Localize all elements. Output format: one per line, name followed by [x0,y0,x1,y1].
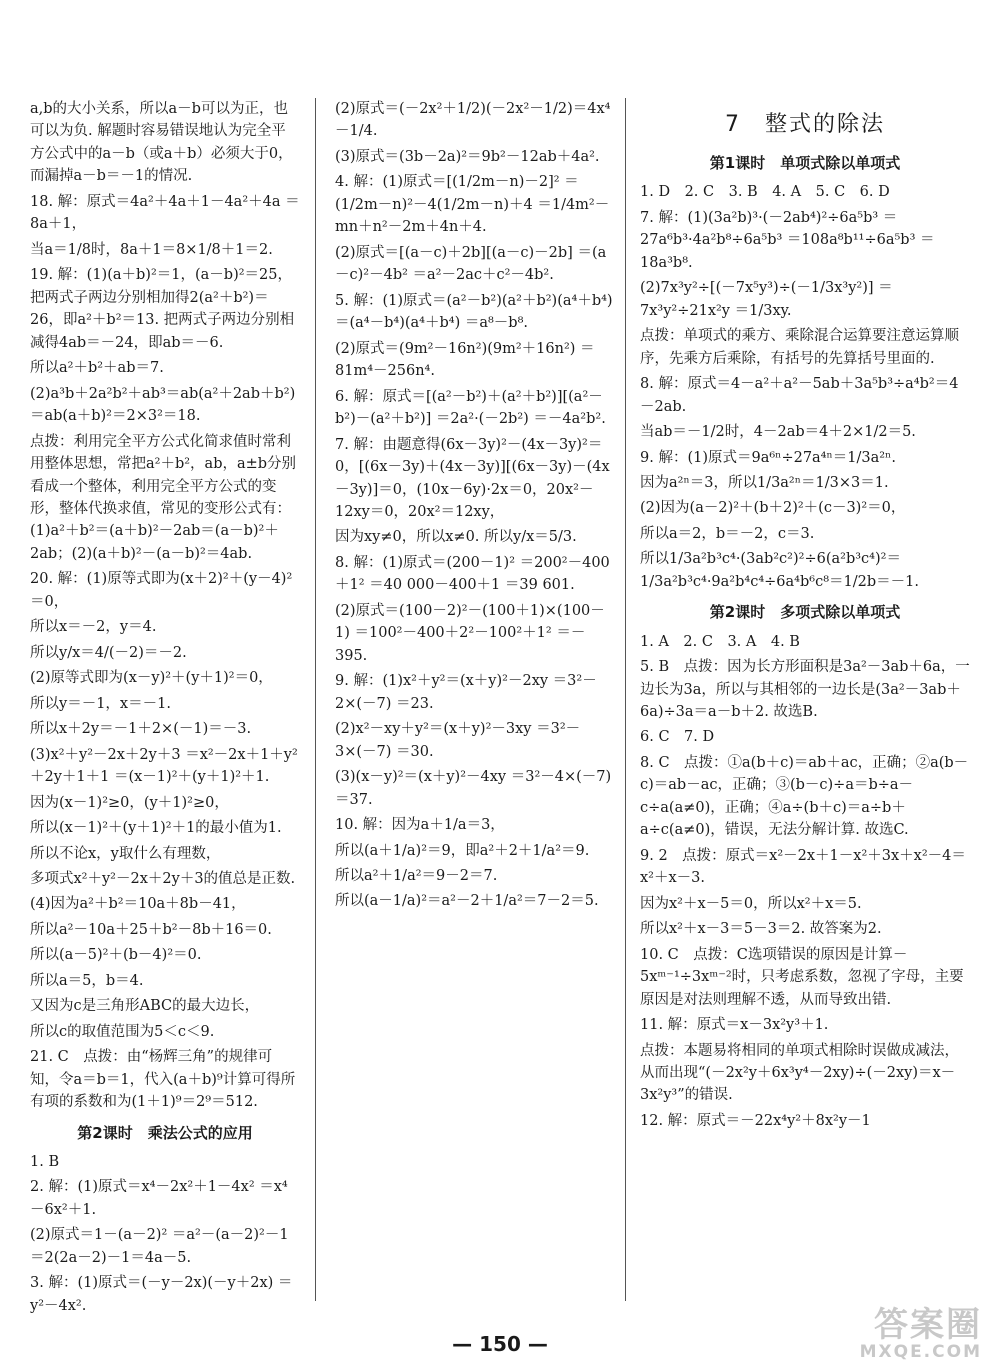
answer-line: (2)a³b＋2a²b²＋ab³＝ab(a²＋2ab＋b²)＝ab(a＋b)²＝2×3²＝18. [30,385,296,425]
answer-line: (2)原式＝[(a－c)＋2b][(a－c)－2b] ＝(a－c)²－4b² ＝a²－2ac＋c²－4b². [335,244,607,284]
column-divider [315,98,316,1301]
answer-line: 所以x²＋x－3＝5－3＝2. 故答案为2. [640,921,882,938]
answer-line: 9. 2 点拨：原式＝x²－2x＋1－x²＋3x＋x²－4＝x²＋x－3. [640,847,966,887]
answer-line: 所以x＝－2，y＝4. [30,619,157,636]
answer-line: 8. 解：原式＝4－a²＋a²－5ab＋3a⁵b³÷a⁴b²＝4－2ab. [640,376,959,415]
answer-line: (4)因为a²＋b²＝10a＋8b－41， [30,896,246,913]
answer-line: (2)原式＝(－2x²＋1/2)(－2x²－1/2)＝4x⁴－1/4. [335,101,611,140]
answer-line: 11. 解：原式＝x－3x²y³＋1. [640,1017,829,1034]
answer-line: 又因为c是三角形ABC的最大边长， [30,998,260,1015]
answer-line: (2)原等式即为(x－y)²＋(y＋1)²＝0， [30,670,273,687]
lesson-heading: 第2课时 多项式除以单项式 [709,603,901,622]
answer-line: 所以a＝2，b＝－2，c＝3. [640,525,815,542]
answer-line: 因为x²＋x－5＝0，所以x²＋x＝5. [640,895,862,912]
answer-line: 当a＝1/8时，8a＋1＝8×1/8＋1＝2. [30,241,273,258]
answer-line: (2)原式＝1－(a－2)² ＝a²－(a－2)²－1 ＝2(2a－2)－1＝4a－5. [30,1227,289,1266]
answer-line: (3)原式＝(3b－2a)²＝9b²－12ab＋4a². [335,148,600,165]
answer-line: 所以y/x＝4/(－2)＝－2. [30,644,187,661]
answer-line: 19. 解：(1)(a＋b)²＝1，(a－b)²＝25，把两式子两边分别相加得2(a²＋b²)＝26，即a²＋b²＝13. 把两式子两边分别相减得4ab＝－24，即ab＝－6. [30,267,295,351]
answer-line: 所以a²＋1/a²＝9－2＝7. [335,868,498,884]
answer-line: (3)(x－y)²＝(x＋y)²－4xy ＝3²－4×(－7) ＝37. [335,769,612,808]
answer-line: 所以y＝－1，x＝－1. [30,695,171,712]
answer-line: 21. C 点拨：由“杨辉三角”的规律可知，令a＝b＝1，代入(a＋b)⁹计算可得所有项的系数和为(1＋1)⁹＝2⁹＝512. [30,1049,296,1111]
page-number: — 150 — [452,1332,548,1356]
lesson-heading: 第1课时 单项式除以单项式 [709,154,901,173]
answer-line: 所以(x－1)²＋(y＋1)²＋1的最小值为1. [30,820,282,837]
lesson-heading: 第2课时 乘法公式的应用 [77,1123,253,1142]
column-divider [625,98,626,1301]
answer-line: (2)x²－xy＋y²＝(x＋y)²－3xy ＝3²－3×(－7) ＝30. [335,721,581,760]
answer-line: 点拨：利用完全平方公式化简求值时常利用整体思想，常把a²＋b²，ab，a±b分别看成一个整体，利用完全平方公式的变形，整体代换求值，常见的变形公式有：(1)a²＋b²＝(a＋b)²－2ab＝(a－b)²＋2ab；(2)(a＋b)²－(a－b)²＝4ab. [30,433,297,562]
answer-line: 7. 解：(1)(3a²b)³·(－2ab⁴)²÷6a⁵b³ ＝27a⁶b³·4a²b⁸÷6a⁵b³ ＝108a⁸b¹¹÷6a⁵b³ ＝18a³b⁸. [640,209,935,271]
answer-line: 8. 解：(1)原式＝(200－1)² ＝200²－400＋1² ＝40 000－400＋1 ＝39 601. [335,554,610,594]
answer-line: 10. C 点拨：C选项错误的原因是计算－5xᵐ⁻¹÷3xᵐ⁻²时，只考虑系数，忽视了字母，主要原因是对法则理解不透，从而导致出错. [640,946,964,1008]
answer-line: 所以a²－10a＋25＋b²－8b＋16＝0. [30,921,272,938]
answer-line: 点拨：单项式的乘方、乘除混合运算要注意运算顺序，先乘方后乘除，有括号的先算括号里面的. [640,328,959,367]
answer-line: 2. 解：(1)原式＝x⁴－2x²＋1－4x² ＝x⁴－6x²＋1. [30,1179,288,1218]
answer-line: 6. 解：原式＝[(a²－b²)＋(a²＋b²)][(a²－b²)－(a²＋b²)] ＝2a²·(－2b²) ＝－4a²b². [335,388,606,428]
answer-line: (2)因为(a－2)²＋(b＋2)²＋(c－3)²＝0， [640,500,906,517]
answer-line: (2)原式＝(100－2)²－(100＋1)×(100－1) ＝100²－400＋2²－100²＋1² ＝－395. [335,602,605,664]
answer-line: 所以(a＋1/a)²＝9，即a²＋2＋1/a²＝9. [335,842,590,859]
answer-line: a,b的大小关系，所以a－b可以为正，也可以为负. 解题时容易错误地认为完全平方公式中的a－b（或a＋b）必须大于0，而漏掉a－b＝－1的情况. [30,101,293,185]
answer-line: 所以1/3a²b³c⁴·(3ab²c²)²÷6(a²b³c⁴)²＝1/3a²b³c⁴·9a²b⁴c⁴÷6a⁴b⁶c⁸＝1/2b＝－1. [640,551,919,590]
answer-line: 点拨：本题易将相同的单项式相除时误做成减法，从而出现“(－2x²y＋6x³y⁴－2xy)÷(－2xy)＝x－3x²y³”的错误. [640,1042,959,1104]
answer-line: (3)x²＋y²－2x＋2y＋3 ＝x²－2x＋1＋y²＋2y＋1＋1 ＝(x－1)²＋(y＋1)²＋1. [30,746,298,786]
answer-line: 1. B [30,1153,60,1170]
section-title: 7 整式的除法 [725,112,885,137]
answer-line: 10. 解：因为a＋1/a＝3， [335,817,505,834]
answer-line: (2)原式＝(9m²－16n²)(9m²＋16n²) ＝81m⁴－256n⁴. [335,340,595,380]
left-column [30,98,300,1314]
middle-column [335,98,615,1301]
answer-line: 1. D 2. C 3. B 4. A 5. C 6. D [640,184,890,201]
answer-line: 1. A 2. C 3. A 4. B [640,633,800,650]
right-part1 [640,181,970,593]
answer-line: 因为xy≠0，所以x≠0. 所以y/x＝5/3. [335,529,577,546]
answer-line: 5. B 点拨：因为长方形面积是3a²－3ab＋6a，一边长为3a，所以与其相邻的一边长是(3a²－3ab＋6a)÷3a＝a－b＋2. 故选B. [640,659,970,720]
watermark-logo [859,1305,982,1362]
answer-line: 所以c的取值范围为5＜c＜9. [30,1023,215,1040]
answer-line: 因为(x－1)²≥0，(y＋1)²≥0， [30,794,229,811]
watermark-url: MXQE.COM [859,1341,982,1362]
answer-line: 因为a²ⁿ＝3，所以1/3a²ⁿ＝1/3×3＝1. [640,474,889,491]
answer-line: 当ab＝－1/2时，4－2ab＝4＋2×1/2＝5. [640,424,916,441]
answer-line: (2)7x³y²÷[(－7x⁵y³)÷(－1/3x³y²)] ＝7x³y²÷21x²y ＝1/3xy. [640,280,893,319]
answer-line: 9. 解：(1)原式＝9a⁶ⁿ÷27a⁴ⁿ＝1/3a²ⁿ. [640,449,896,466]
answer-line: 所以(a－5)²＋(b－4)²＝0. [30,947,202,964]
right-part2 [640,631,970,1133]
answer-line: 3. 解：(1)原式＝(－y－2x)(－y＋2x) ＝y²－4x². [30,1275,293,1314]
right-column [640,98,970,1301]
answer-line: 所以a²＋b²＋ab＝7. [30,360,164,377]
answer-line: 所以不论x，y取什么有理数， [30,845,221,862]
answer-line: 所以x＋2y＝－1＋2×(－1)＝－3. [30,721,252,738]
answer-line: 4. 解：(1)原式＝[(1/2m－n)－2]² ＝(1/2m－n)²－4(1/2m－n)＋4 ＝1/4m²－mn＋n²－2m＋4n＋4. [335,174,610,236]
answer-line: 20. 解：(1)原等式即为(x＋2)²＋(y－4)²＝0， [30,571,293,610]
answer-line: 所以(a－1/a)²＝a²－2＋1/a²＝7－2＝5. [335,893,599,910]
answer-line: 12. 解：原式＝－22x⁴y²＋8x²y－1 [640,1112,871,1129]
answer-line: 多项式x²＋y²－2x＋2y＋3的值总是正数. [30,871,296,887]
answer-line: 7. 解：由题意得(6x－3y)²－(4x－3y)²＝0，[(6x－3y)＋(4x－3y)][(6x－3y)－(4x－3y)]＝0，(10x－6y)·2x＝0，20x²－12xy＝0，20x²＝12xy， [335,436,610,520]
answer-line: 5. 解：(1)原式＝(a²－b²)(a²＋b²)(a⁴＋b⁴) ＝(a⁴－b⁴)(a⁴＋b⁴) ＝a⁸－b⁸. [335,292,613,332]
answer-line: 8. C 点拨：①a(b＋c)＝ab＋ac，正确；②a(b－c)＝ab－ac，正确；③(b－c)÷a＝b÷a－c÷a(a≠0)，正确；④a÷(b＋c)＝a÷b＋a÷c(a≠0)，错误，无法分解计算. 故选C. [640,754,969,839]
answer-line: 所以a＝5，b＝4. [30,972,144,989]
watermark-text: 答案圈 [874,1305,982,1345]
answer-line: 18. 解：原式＝4a²＋4a＋1－4a²＋4a ＝8a＋1， [30,193,300,233]
answer-line: 6. C 7. D [640,729,715,746]
answer-line: 9. 解：(1)x²＋y²＝(x＋y)²－2xy ＝3²－2×(－7) ＝23. [335,673,597,712]
